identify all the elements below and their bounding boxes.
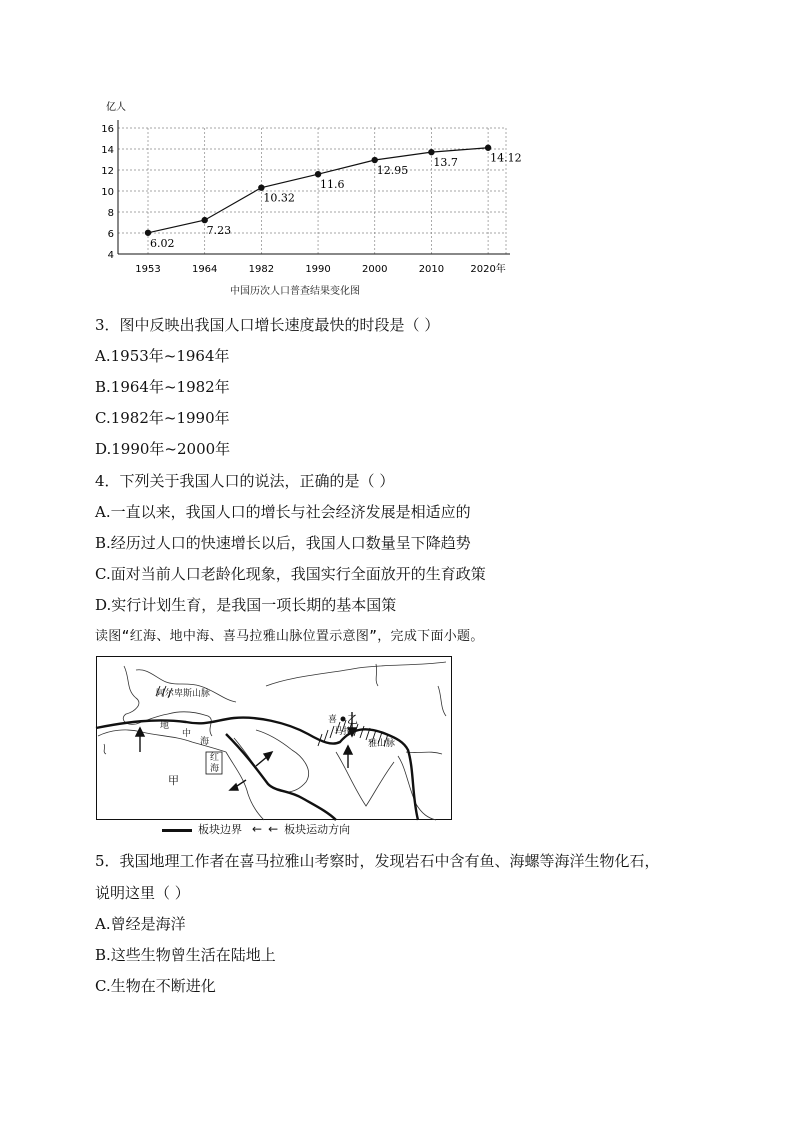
label-yi: 乙 (347, 713, 358, 726)
question-3-stem: 3．图中反映出我国人口增长速度最快的时段是（ ） (95, 316, 440, 334)
label-himalaya-3: 雅山脉 (368, 739, 396, 749)
plate-motion-legend-label: 板块运动方向 (284, 823, 351, 836)
question-4-option-b[interactable]: B.经历过人口的快速增长以后，我国人口数量呈下降趋势 (95, 534, 471, 552)
data-point (258, 184, 264, 190)
y-tick-label: 10 (101, 187, 114, 198)
x-tick-label: 1953 (135, 264, 161, 275)
y-axis-unit-label: 亿人 (106, 102, 126, 113)
data-label: 7.23 (206, 224, 232, 238)
question-3-option-c[interactable]: C.1982年~1990年 (95, 409, 230, 427)
question-5-option-b[interactable]: B.这些生物曾生活在陆地上 (95, 946, 276, 964)
data-label: 6.02 (150, 236, 175, 250)
label-red-sea-2: 海 (210, 764, 220, 774)
x-tick-label: 2020年 (470, 264, 506, 275)
question-5-option-c[interactable]: C.生物在不断进化 (95, 977, 216, 995)
y-tick-label: 12 (101, 166, 114, 177)
population-line-chart (96, 98, 522, 298)
label-red-sea-1: 红 (210, 753, 220, 763)
left-arrow-icon: ← (268, 822, 279, 836)
plate-map (96, 656, 452, 820)
label-alps: 阿尔卑斯山脉 (156, 689, 211, 699)
data-label: 13.7 (433, 156, 458, 170)
point-yi-marker (341, 717, 346, 722)
map-instruction: 读图“红海、地中海、喜马拉雅山脉位置示意图”，完成下面小题。 (95, 629, 484, 644)
label-mediterranean-1: 地 (160, 721, 170, 731)
question-4-option-c[interactable]: C.面对当前人口老龄化现象，我国实行全面放开的生育政策 (95, 565, 486, 583)
chart-caption: 中国历次人口普查结果变化图 (230, 286, 360, 297)
label-himalaya-2: 马拉 (334, 727, 353, 737)
question-4-option-a[interactable]: A.一直以来，我国人口的增长与社会经济发展是相适应的 (95, 503, 471, 521)
x-tick-label: 1964 (191, 264, 218, 275)
data-label: 10.32 (263, 191, 295, 205)
label-himalaya-1: 喜 (328, 715, 338, 725)
y-tick-label: 8 (107, 208, 114, 219)
data-point (315, 171, 321, 177)
question-5-stem-line1: 5．我国地理工作者在喜马拉雅山考察时，发现岩石中含有鱼、海螺等海洋生物化石， (95, 852, 660, 870)
x-tick-label: 1990 (305, 264, 331, 275)
data-label: 12.95 (376, 164, 409, 178)
left-arrow-icon: ← (252, 822, 263, 836)
y-tick-label: 4 (107, 250, 114, 261)
question-4-option-d[interactable]: D.实行计划生育，是我国一项长期的基本国策 (95, 596, 397, 614)
plate-boundary-legend-line (162, 829, 192, 832)
data-point (428, 149, 434, 155)
y-tick-label: 16 (101, 124, 114, 135)
question-5-stem-line2: 说明这里（ ） (95, 884, 190, 902)
question-3-option-d[interactable]: D.1990年~2000年 (95, 440, 231, 458)
question-3-option-b[interactable]: B.1964年~1982年 (95, 378, 230, 396)
data-point (372, 157, 378, 163)
population-chart (96, 98, 522, 298)
x-tick-label: 2000 (362, 264, 388, 275)
plate-boundary-legend-label: 板块边界 (198, 823, 242, 836)
data-point (145, 230, 151, 236)
question-3-option-a[interactable]: A.1953年~1964年 (95, 347, 230, 365)
question-5-option-a[interactable]: A.曾经是海洋 (95, 915, 186, 933)
x-tick-label: 1982 (248, 264, 275, 275)
y-tick-label: 14 (101, 145, 114, 156)
label-mediterranean-3: 海 (200, 737, 210, 747)
data-point (201, 217, 207, 223)
data-point (485, 145, 491, 151)
label-mediterranean-2: 中 (182, 729, 192, 739)
x-tick-label: 2010 (418, 264, 445, 275)
plate-map-figure (96, 656, 452, 820)
question-4-stem: 4．下列关于我国人口的说法，正确的是（ ） (95, 472, 395, 490)
data-label: 11.6 (320, 178, 345, 192)
map-legend (162, 821, 350, 837)
y-tick-label: 6 (107, 229, 114, 240)
data-label: 14.12 (490, 151, 522, 165)
label-jia: 甲 (168, 774, 179, 787)
